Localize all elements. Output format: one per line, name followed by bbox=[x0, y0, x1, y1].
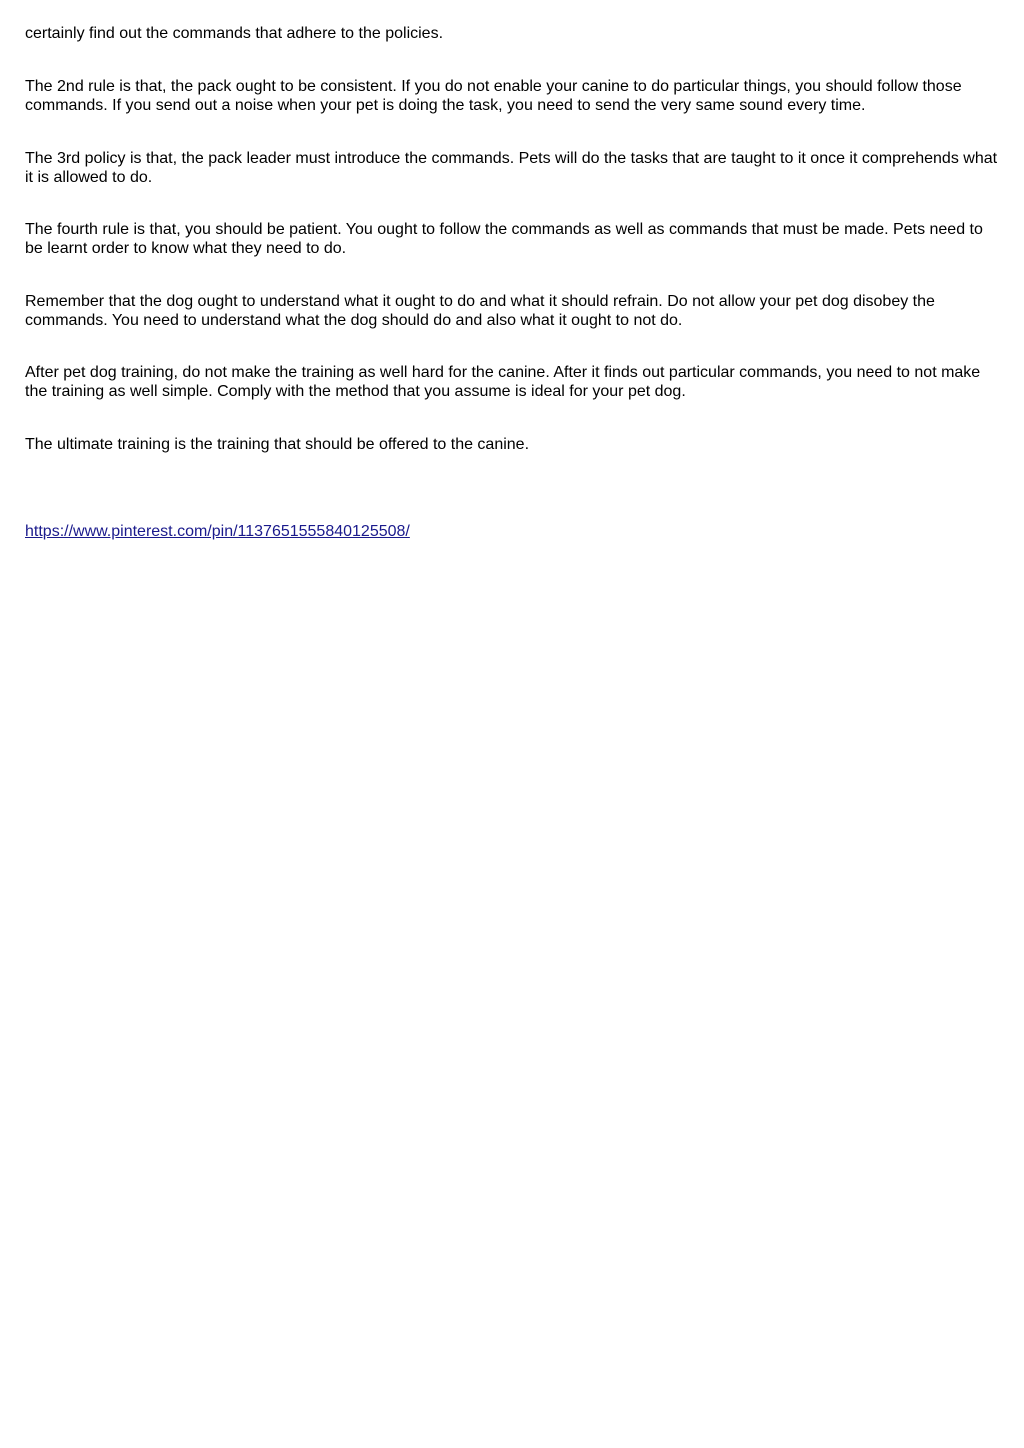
paragraph-fourth-rule: The fourth rule is that, you should be patient. You ought to follow the commands as well as commands that must be made. Pets need to be learnt order to know what they need to do. bbox=[25, 221, 983, 257]
paragraph-remember: Remember that the dog ought to understand what it ought to do and what it should refrain. Do not allow your pet dog disobey the commands. You need to understand what the dog should do and also what it ought to not do. bbox=[25, 293, 935, 329]
pinterest-link[interactable]: https://www.pinterest.com/pin/1137651555840125508/ bbox=[25, 523, 410, 540]
paragraph-intro-continuation: certainly find out the commands that adhere to the policies. bbox=[25, 25, 444, 42]
paragraph-second-rule: The 2nd rule is that, the pack ought to be consistent. If you do not enable your canine to do particular things, you should follow those commands. If you send out a noise when your pet is doing the task, you need to send the very same sound every time. bbox=[25, 78, 962, 114]
paragraph-after-training: After pet dog training, do not make the training as well hard for the canine. After it finds out particular commands, you need to not make the training as well simple. Comply with the method that you assume is ideal for your pet dog. bbox=[25, 364, 981, 400]
paragraph-third-policy: The 3rd policy is that, the pack leader must introduce the commands. Pets will do the tasks that are taught to it once it comprehends what it is allowed to do. bbox=[25, 150, 998, 186]
paragraph-ultimate-training: The ultimate training is the training that should be offered to the canine. bbox=[25, 436, 530, 453]
